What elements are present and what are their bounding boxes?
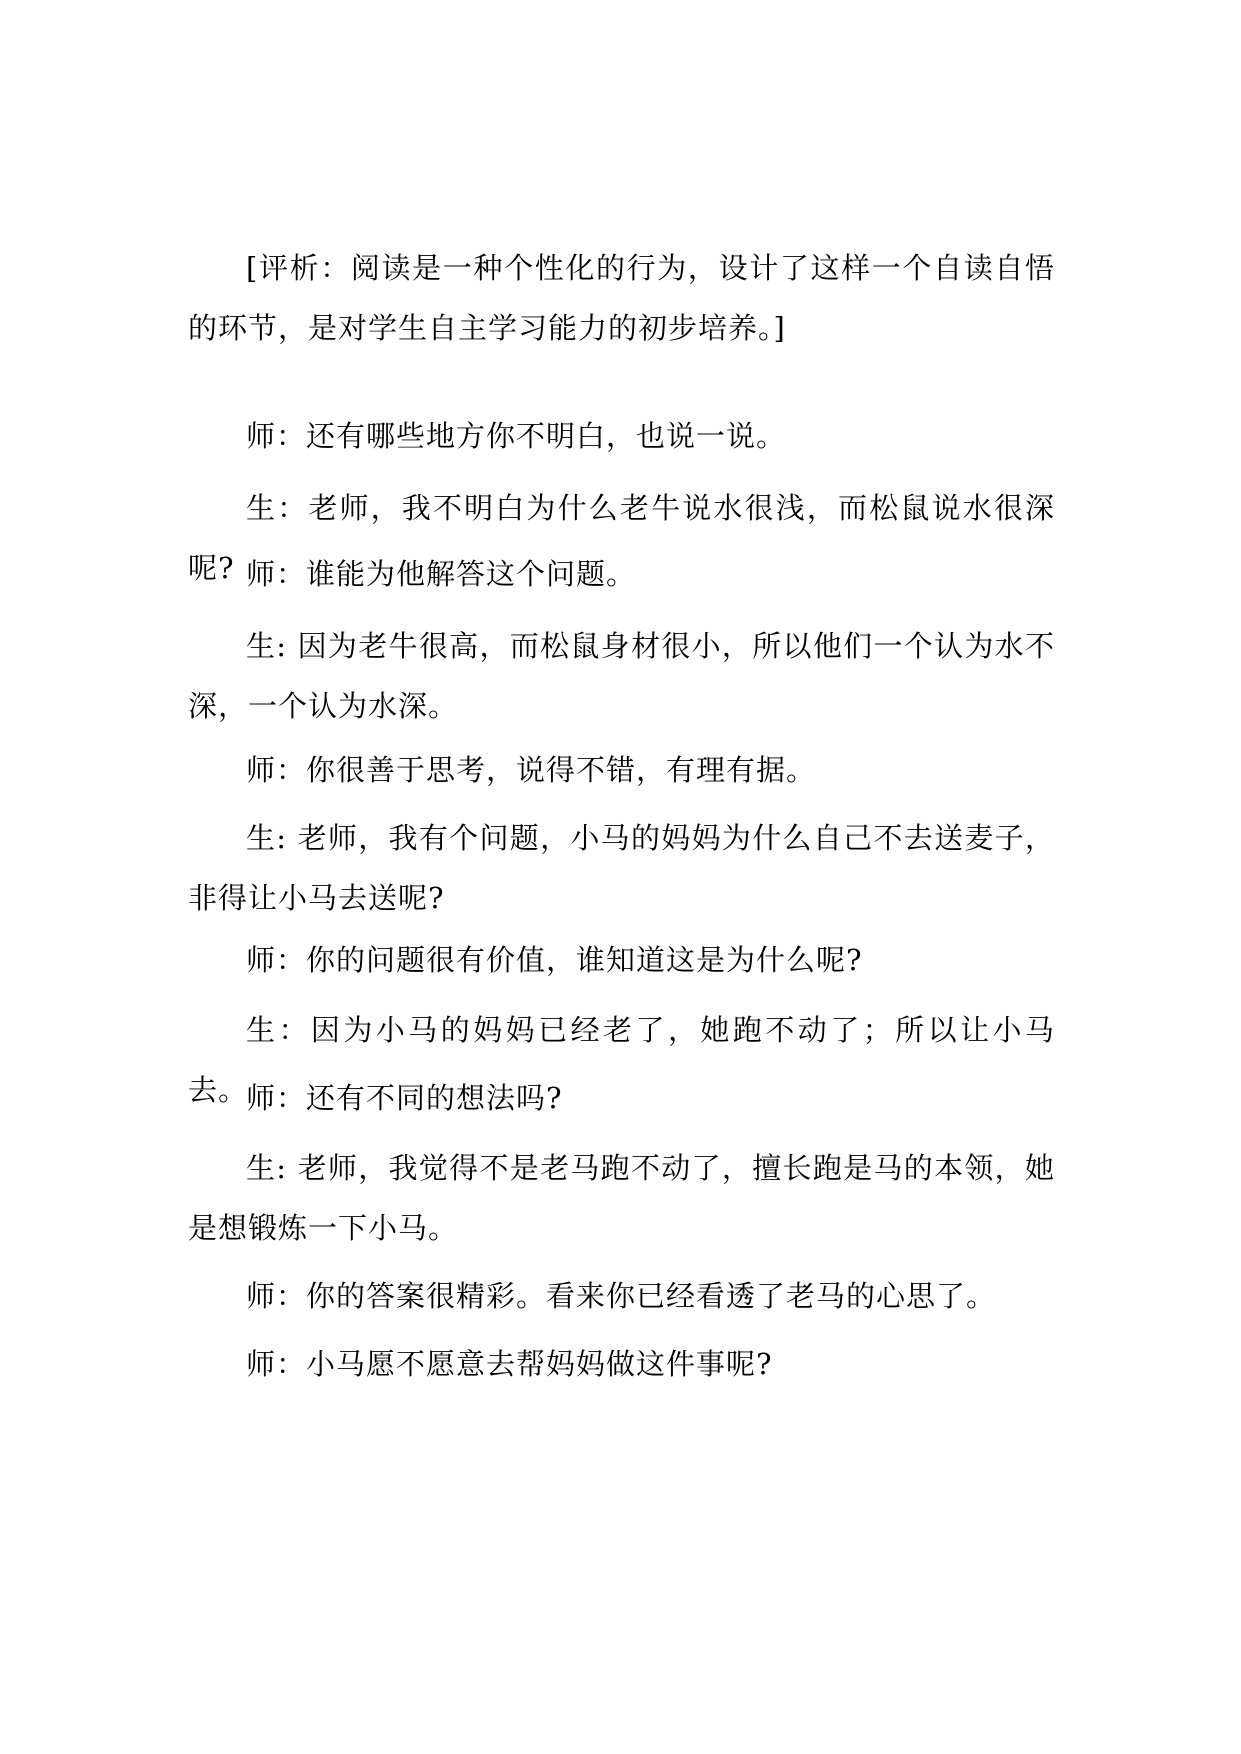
dialogue-line-teacher: 师：小马愿不愿意去帮妈妈做这件事呢? — [246, 1347, 773, 1381]
commentary-paragraph: [评析：阅读是一种个性化的行为，设计了这样一个自读自悟的环节，是对学生自主学习能力的初步培养。] — [188, 251, 1055, 345]
dialogue-line-teacher: 师：你的答案很精彩。看来你已经看透了老马的心思了。 — [246, 1279, 997, 1313]
dialogue-line-teacher: 师：还有哪些地方你不明白，也说一说。 — [246, 419, 787, 453]
dialogue-line-student: 生: 老师，我有个问题，小马的妈妈为什么自己不去送麦子，非得让小马去送呢? — [188, 821, 1055, 915]
dialogue-line-student: 生: 老师，我觉得不是老马跑不动了，擅长跑是马的本领，她是想锻炼一下小马。 — [188, 1151, 1055, 1245]
dialogue-line-teacher: 师：你的问题很有价值，谁知道这是为什么呢? — [246, 943, 863, 977]
dialogue-line-student: 生：老师，我不明白为什么老牛说水很浅，而松鼠说水很深呢? — [188, 491, 1055, 585]
dialogue-line-teacher: 师：谁能为他解答这个问题。 — [246, 557, 637, 591]
dialogue-line-student: 生：因为小马的妈妈已经老了，她跑不动了；所以让小马去。 — [188, 1013, 1055, 1107]
dialogue-line-teacher: 师：还有不同的想法吗? — [246, 1081, 563, 1115]
dialogue-line-teacher: 师：你很善于思考，说得不错，有理有据。 — [246, 753, 817, 787]
dialogue-line-student: 生: 因为老牛很高，而松鼠身材很小，所以他们一个认为水不深，一个认为水深。 — [188, 629, 1055, 723]
